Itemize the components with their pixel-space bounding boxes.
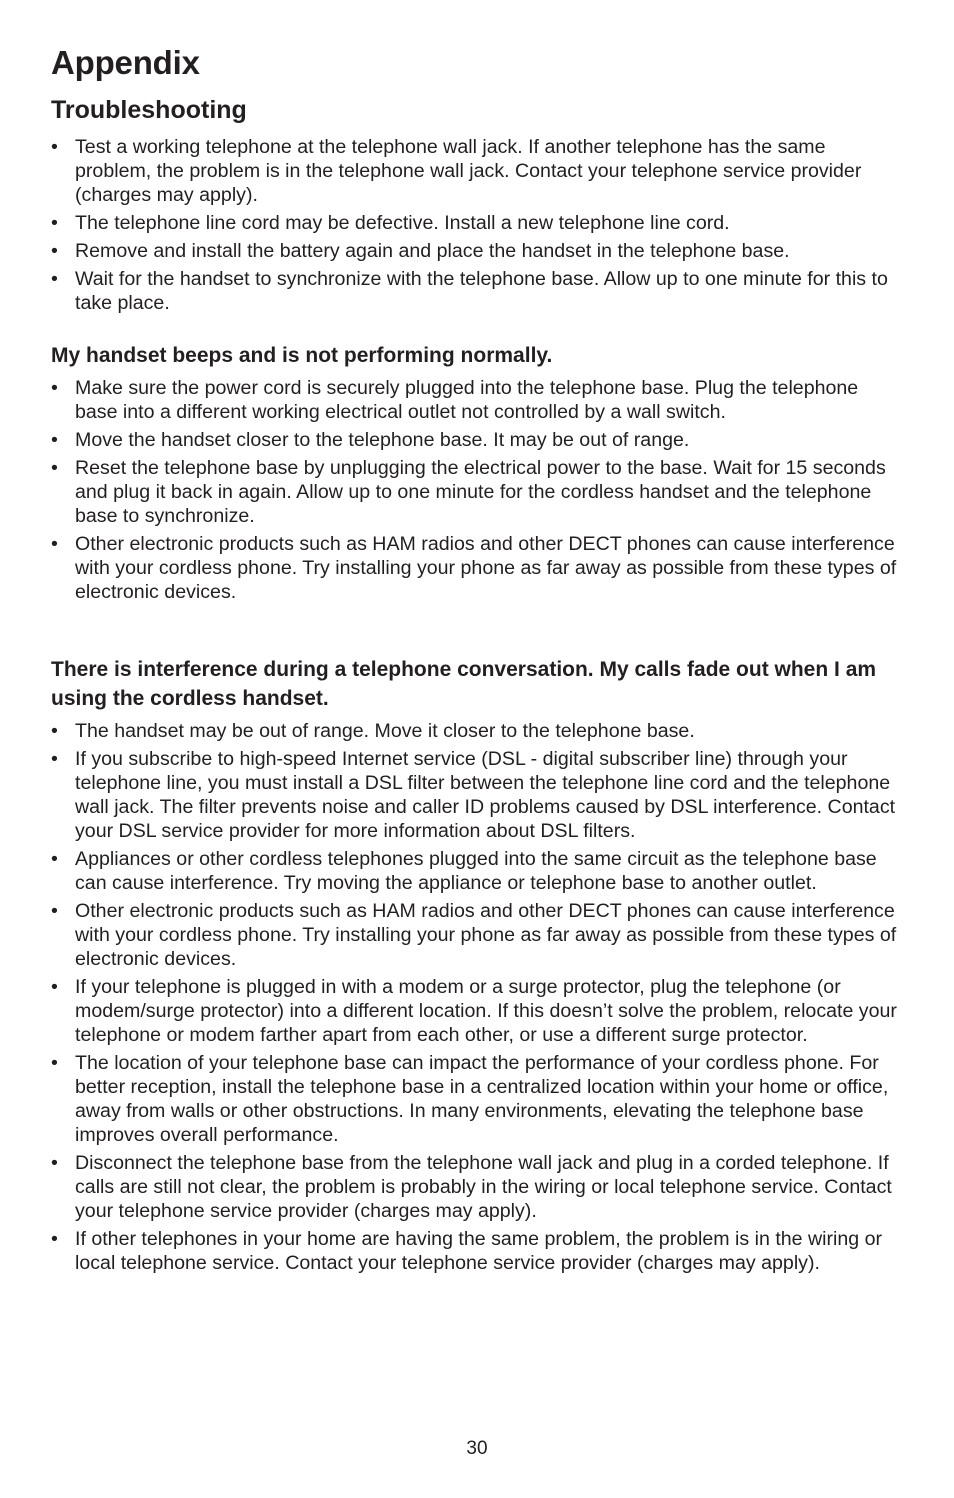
bullet-icon: • [51, 377, 58, 399]
list-item [51, 1151, 906, 1223]
list-item [51, 267, 906, 315]
list-item [51, 428, 906, 452]
list-item [51, 211, 906, 235]
list-item [51, 532, 906, 604]
bullet-icon: • [51, 900, 58, 922]
list-item [51, 456, 906, 528]
troubleshooting-group-general [51, 135, 906, 319]
list-item-text: Test a working telephone at the telephone wall jack. If another telephone has the same problem, the problem is in the telephone wall jack. Contact your telephone service provider (charges may apply). [75, 136, 862, 206]
bullet-icon: • [51, 429, 58, 451]
list-item-text: If other telephones in your home are having the same problem, the problem is in the wiring or local telephone service. Contact your telephone service provider (charges may apply). [75, 1228, 883, 1274]
list-item-text: Disconnect the telephone base from the telephone wall jack and plug in a corded telephone. If calls are still not clear, the problem is probably in the wiring or local telephone service. Contact your telephone service provider (charges may apply). [75, 1152, 892, 1222]
bullet-list [51, 376, 906, 604]
bullet-list [51, 135, 906, 315]
list-item-text: Appliances or other cordless telephones plugged into the same circuit as the telephone base can cause interference. Try moving the appliance or telephone base to another outlet. [75, 848, 877, 894]
list-item-text: Wait for the handset to synchronize with the telephone base. Allow up to one minute for this to take place. [75, 268, 888, 314]
bullet-icon: • [51, 1052, 58, 1074]
list-item [51, 975, 906, 1047]
list-item-text: The handset may be out of range. Move it closer to the telephone base. [75, 720, 695, 742]
list-item [51, 135, 906, 207]
list-item [51, 899, 906, 971]
list-item [51, 239, 906, 263]
bullet-icon: • [51, 848, 58, 870]
troubleshooting-group-handset-beeps [51, 341, 906, 608]
bullet-icon: • [51, 1228, 58, 1250]
list-item-text: The telephone line cord may be defective. Install a new telephone line cord. [75, 212, 730, 234]
bullet-icon: • [51, 240, 58, 262]
list-item-text: Other electronic products such as HAM radios and other DECT phones can cause interference with your cordless phone. Try installing your phone as far away as possible from these types of electronic devices. [75, 533, 897, 603]
list-item-text: Move the handset closer to the telephone base. It may be out of range. [75, 429, 690, 451]
list-item-text: If your telephone is plugged in with a modem or a surge protector, plug the telephone (or modem/surge protector) into a different location. If this doesn’t solve the problem, relocate your telephone or modem farther apart from each other, or use a different surge protector. [75, 976, 897, 1046]
list-item [51, 376, 906, 424]
list-item [51, 1051, 906, 1147]
list-item [51, 847, 906, 895]
bullet-icon: • [51, 268, 58, 290]
list-item [51, 719, 906, 743]
list-item [51, 747, 906, 843]
bullet-icon: • [51, 457, 58, 479]
list-item [51, 1227, 906, 1275]
bullet-icon: • [51, 1152, 58, 1174]
subheading: There is interference during a telephone conversation. My calls fade out when I am using the cordless handset. [51, 658, 877, 710]
bullet-list [51, 719, 906, 1275]
subheading: My handset beeps and is not performing normally. [51, 344, 553, 367]
bullet-icon: • [51, 720, 58, 742]
list-item-text: If you subscribe to high-speed Internet service (DSL - digital subscriber line) through your telephone line, you must install a DSL filter between the telephone line cord and the telephone wall jack. The filter prevents noise and caller ID problems caused by DSL interference. Contact your DSL service provider for more information about DSL filters. [75, 748, 896, 842]
list-item-text: Other electronic products such as HAM radios and other DECT phones can cause interference with your cordless phone. Try installing your phone as far away as possible from these types of electronic devices. [75, 900, 897, 970]
list-item-text: Remove and install the battery again and place the handset in the telephone base. [75, 240, 790, 262]
bullet-icon: • [51, 748, 58, 770]
bullet-icon: • [51, 212, 58, 234]
section-title: Troubleshooting [51, 96, 247, 124]
troubleshooting-group-interference [51, 655, 906, 1279]
list-item-text: Reset the telephone base by unplugging the electrical power to the base. Wait for 15 seconds and plug it back in again. Allow up to one minute for the cordless handset and the telephone base to synchronize. [75, 457, 886, 527]
bullet-icon: • [51, 136, 58, 158]
page-number: 30 [466, 1438, 488, 1459]
list-item-text: Make sure the power cord is securely plugged into the telephone base. Plug the telephone base into a different working electrical outlet not controlled by a wall switch. [75, 377, 859, 423]
bullet-icon: • [51, 533, 58, 555]
bullet-icon: • [51, 976, 58, 998]
page-title: Appendix [51, 44, 200, 81]
list-item-text: The location of your telephone base can impact the performance of your cordless phone. For better reception, install the telephone base in a centralized location within your home or office, away from walls or other obstructions. In many environments, elevating the telephone base improves overall performance. [75, 1052, 889, 1146]
